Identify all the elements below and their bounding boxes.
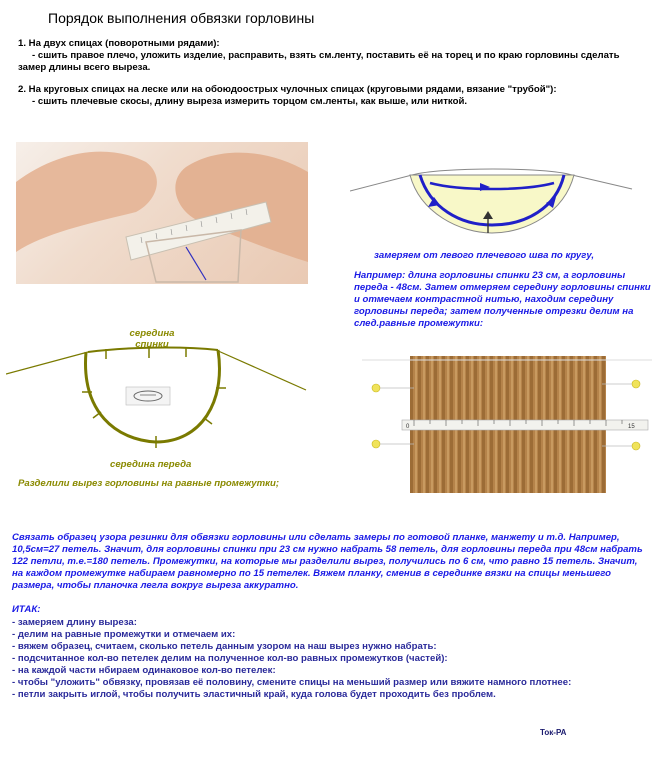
step-1-detail: - сшить правое плечо, уложить изделие, расправить, взять см.ленту, поставить её на торец и по краю горловины сделать замер длины всего выреза. [18, 50, 620, 73]
summary-list [12, 604, 648, 701]
summary-item: - замеряем длину выреза: [12, 617, 137, 628]
intro-instructions [18, 38, 648, 118]
label-front-middle: середина переда [110, 459, 192, 470]
page-title: Порядок выполнения обвязки горловины [48, 10, 315, 26]
summary-item: - на каждой части нбираем одинаковое кол-во петелек: [12, 665, 276, 676]
label-back-middle: середина спинки [129, 328, 175, 350]
caption-measure-circle: замеряем от левого плечевого шва по кругу, [374, 250, 595, 261]
measuring-photo [16, 142, 308, 284]
summary-heading: ИТАК: [12, 604, 41, 615]
step-2-detail: - сшить плечевые скосы, длину выреза измерить торцом см.ленты, как выше, или ниткой. [32, 96, 468, 107]
caption-example: Например: длина горловины спинки 23 см, а горловины переда - 48см. Затем отмеряем середину горловины спинки и отмечаем контрастной нитью, находим середину горловины переда; затем полученные отрезки делим на след.равные промежутки: [354, 270, 651, 329]
step-1: 1. На двух спицах (поворотными рядами): [18, 38, 220, 49]
summary-item: - делим на равные промежутки и отмечаем их: [12, 629, 236, 640]
ruler-start-mark: 0 [406, 424, 410, 430]
instruction-paragraph: Связать образец узора резинки для обвязки горловины или сделать замеры по готовой планке, манжету и т.д. Например, 10,5см=27 петель. Значит, для горловины спинки при 23 см нужно набрать 58 петель, для горловины переда при 48см набрать 122 петли, т.е.=180 петель. Промежутки, на которые мы разделили вырез, получились по 6 см, что равно 15 петель. Значит, на каждом промежутке набираем равномерно по 15 петелек. Вяжем планку, сменив в серединке вязки на спицы меньшего размера, чтобы планочка легла вокруг выреза аккуратно. [12, 532, 643, 591]
summary-item: - подсчитанное кол-во петелек делим на полученное кол-во равных промежутков (частей): [12, 653, 448, 664]
summary-item: - петли закрыть иглой, чтобы получить эластичный край, куда голова будет проходить без проблем. [12, 689, 496, 700]
neckline-diagram-circular [350, 153, 635, 248]
summary-item: - вяжем образец, считаем, сколько петель данным узором на наш вырез нужно набрать: [12, 641, 437, 652]
ruler-end-mark: 15 [628, 424, 635, 430]
summary-item: - чтобы "уложить" обвязку, провязав её половину, смените спицы на меньший размер или вяжите намного плотнее: [12, 677, 572, 688]
caption-divided: Разделили вырез горловины на равные промежутки; [18, 478, 280, 489]
ribbing-sample-photo [362, 352, 652, 497]
author-signature: Ток-РА [540, 728, 567, 737]
measuring-illustration [16, 142, 308, 284]
step-2: 2. На круговых спицах на леске или на обоюдоострых чулочных спицах (круговыми рядами, вязание "трубой"): [18, 84, 557, 95]
